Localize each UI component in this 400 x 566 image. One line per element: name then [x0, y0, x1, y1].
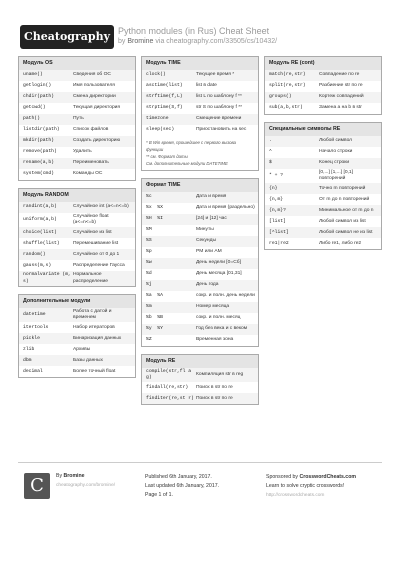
row-key: split(re,str) — [269, 83, 306, 89]
row-key: %w — [146, 260, 152, 266]
row-key: %y %Y — [146, 326, 163, 332]
note-line: ** см. Формат даты — [146, 154, 188, 159]
row-value: День года — [196, 282, 219, 288]
sponsor-link[interactable]: http://crosswordcheats.com — [266, 493, 325, 498]
table-row — [265, 81, 381, 92]
row-key: uname() — [23, 72, 43, 78]
section-box — [141, 178, 259, 347]
row-key: . — [269, 138, 272, 144]
table-row — [142, 258, 258, 269]
row-value: сокр. и полн. день недели — [196, 293, 255, 299]
table-row — [19, 271, 135, 285]
table-row — [19, 158, 135, 169]
row-key: %x %X — [146, 205, 163, 211]
table-row — [19, 147, 135, 158]
table-row — [19, 344, 135, 355]
row-value: list L по шаблону f ** — [196, 94, 242, 100]
byline — [118, 38, 277, 45]
sponsor-tagline: Learn to solve cryptic crosswords! — [266, 483, 345, 489]
sponsor-prefix: Sponsored by — [266, 474, 299, 480]
section-title: Формат TIME — [142, 179, 258, 192]
row-value: Сведения об ОС — [73, 72, 111, 78]
row-value: Минуты — [196, 227, 214, 233]
sponsor-line — [266, 473, 356, 482]
table-row — [19, 238, 135, 249]
section-rows — [142, 70, 258, 136]
row-key: remove(path) — [23, 149, 57, 155]
row-key: decimal — [23, 368, 43, 374]
table-row — [142, 368, 258, 382]
table-row — [265, 147, 381, 158]
table-row — [142, 382, 258, 393]
row-value: Перемешивание list — [73, 240, 119, 246]
table-row — [142, 393, 258, 404]
table-row — [265, 70, 381, 81]
row-value: Любой символ не из list — [319, 229, 373, 235]
row-key: {n,m} — [269, 196, 284, 202]
row-value: Совпадение по re — [319, 72, 360, 78]
table-row — [142, 192, 258, 203]
section-title: Модуль RE — [142, 355, 258, 368]
table-row — [265, 216, 381, 227]
row-key: clock() — [146, 72, 166, 78]
row-key: {n} — [269, 185, 278, 191]
row-value: Номер месяца — [196, 304, 230, 310]
section-title: Дополнительные модули — [19, 295, 135, 308]
author-avatar[interactable]: C — [24, 473, 50, 499]
row-key: %a %A — [146, 293, 163, 299]
row-key: strftime(f,L) — [146, 94, 183, 100]
page-title: Python modules (in Rus) Cheat Sheet — [118, 26, 270, 36]
row-key: re1|re2 — [269, 240, 289, 246]
table-row — [19, 202, 135, 213]
row-key: strptime(S,f) — [146, 105, 183, 111]
table-row — [19, 103, 135, 114]
section-box — [264, 122, 382, 250]
row-key: %Z — [146, 337, 152, 343]
table-row — [265, 183, 381, 194]
table-row — [265, 205, 381, 216]
row-value: Более точный float — [73, 368, 116, 374]
row-value: Переименовать — [73, 160, 109, 166]
section-box — [141, 354, 259, 405]
row-value: Текущее время * — [196, 72, 235, 78]
table-row — [19, 81, 135, 92]
table-row — [19, 92, 135, 103]
section-box — [141, 56, 259, 171]
row-value: Случайное float (a<=n<=b) — [73, 214, 109, 226]
table-row — [142, 125, 258, 136]
section-rows — [19, 308, 135, 377]
table-row — [19, 125, 135, 136]
table-row — [265, 238, 381, 249]
table-row — [142, 214, 258, 225]
row-value: Удалить — [73, 149, 92, 155]
column-2 — [141, 56, 259, 412]
row-value: сокр. и полн. месяц — [196, 315, 241, 321]
row-value: День месяца [01,31] — [196, 271, 242, 277]
row-value: Начало строки — [319, 149, 353, 155]
row-key: sub(a,b,str) — [269, 105, 303, 111]
row-value: Поиск в str по re — [196, 395, 233, 401]
section-rows — [142, 368, 258, 404]
row-value: Бинаризация данных — [73, 335, 122, 341]
author-link[interactable]: Bromine — [127, 38, 154, 45]
row-value: От m до n повторений — [319, 196, 370, 202]
section-rows — [142, 192, 258, 346]
row-key: ^ — [269, 149, 272, 155]
row-key: match(re,str) — [269, 72, 306, 78]
row-key: * + ? — [269, 173, 284, 179]
row-value: Точно m повторений — [319, 185, 366, 191]
row-key: %j — [146, 282, 152, 288]
row-key: listdir(path) — [23, 127, 60, 133]
publish-info — [145, 473, 219, 500]
row-key: getlogin() — [23, 83, 52, 89]
row-value: Замена a на b в str — [319, 105, 362, 111]
section-title: Модуль TIME — [142, 57, 258, 70]
row-value: PM или AM — [196, 249, 222, 255]
row-key: normalvariate (m,s) — [23, 272, 71, 284]
row-key: getcwd() — [23, 105, 46, 111]
row-key: chdir(path) — [23, 94, 54, 100]
table-row — [19, 260, 135, 271]
row-value: Либо re1, либо re2 — [319, 240, 362, 246]
table-row — [142, 291, 258, 302]
section-title: Модуль RE (cont) — [265, 57, 381, 70]
table-row — [265, 194, 381, 205]
column-3 — [264, 56, 382, 257]
cheatography-logo[interactable]: Cheatography — [20, 25, 114, 49]
row-key: path() — [23, 116, 40, 122]
row-key: timezone — [146, 116, 169, 122]
table-row — [19, 70, 135, 81]
section-rows — [19, 202, 135, 286]
row-key: compile(str,fl ag) — [146, 369, 192, 381]
footer-author — [56, 473, 85, 479]
row-value: Случайное int (a<=n<=b) — [73, 204, 129, 210]
row-value: Создать директорию — [73, 138, 121, 144]
row-value: Поиск в str по re — [196, 384, 233, 390]
row-value: Год без века и с веком — [196, 326, 248, 332]
row-value: Кортеж совпадений — [319, 94, 364, 100]
table-row — [265, 103, 381, 114]
row-value: Конец строки — [319, 160, 350, 166]
row-key: %b %B — [146, 315, 163, 321]
row-value: Дата и время (раздельно) — [196, 205, 255, 211]
byline-via: via — [155, 38, 165, 45]
note-line: * В Win время, прошедшее с первого вызова функции — [146, 140, 237, 152]
row-key: %p — [146, 249, 152, 255]
table-row — [142, 280, 258, 291]
table-row — [19, 249, 135, 260]
column-1 — [18, 56, 136, 385]
row-key: pickle — [23, 335, 40, 341]
row-key: %H %I — [146, 216, 163, 222]
row-key: {n,m}? — [269, 207, 286, 213]
row-value: Список файлов — [73, 127, 109, 133]
row-key: finditer(re,st r) — [146, 395, 194, 401]
row-value: Дата и время — [196, 194, 227, 200]
table-row — [19, 322, 135, 333]
row-key: randint(a,b) — [23, 204, 57, 210]
row-value: Временная зона — [196, 337, 234, 343]
row-value: Архивы — [73, 346, 91, 352]
row-value: Работа с датой и временем — [73, 308, 112, 321]
table-row — [19, 366, 135, 377]
row-value: Секунды — [196, 238, 216, 244]
row-value: [24] и [12] час — [196, 216, 227, 222]
section-box — [18, 294, 136, 378]
row-value: Минимальное от m до n — [319, 207, 374, 213]
section-box — [18, 56, 136, 181]
row-key: sleep(sec) — [146, 127, 175, 133]
table-row — [142, 70, 258, 81]
row-value: str S по шаблону f ** — [196, 105, 243, 111]
table-row — [142, 335, 258, 346]
row-value: Имя пользователя — [73, 83, 115, 89]
table-row — [142, 247, 258, 258]
table-row — [142, 81, 258, 92]
row-value: Смена директории — [73, 94, 116, 100]
header — [0, 0, 400, 56]
row-key: system(cmd) — [23, 171, 54, 177]
row-key: [list] — [269, 218, 286, 224]
table-row — [265, 169, 381, 183]
row-key: %M — [146, 227, 152, 233]
row-value: Случайное из list — [73, 229, 112, 235]
row-key: uniform(a,b) — [23, 217, 57, 223]
section-title: Специальные символы RE — [265, 123, 381, 136]
row-value: Команды ОС — [73, 171, 103, 177]
row-value: Случайное от 0 до 1 — [73, 251, 120, 257]
row-value: Любой символ из list — [319, 218, 366, 224]
table-row — [142, 103, 258, 114]
row-value: Компиляция str в reg — [196, 372, 244, 378]
section-notes — [142, 136, 258, 170]
footer-author-link[interactable]: cheatography.com/bromine/ — [56, 483, 116, 488]
byline-by: by — [118, 38, 126, 45]
table-row — [19, 333, 135, 344]
table-row — [19, 136, 135, 147]
row-value: Текущая директория — [73, 105, 121, 111]
table-row — [19, 355, 135, 366]
table-row — [142, 225, 258, 236]
row-value: Приостановить на sec — [196, 127, 247, 133]
row-key: choice(list) — [23, 229, 57, 235]
row-value: list в date — [196, 83, 217, 89]
table-row — [265, 227, 381, 238]
table-row — [142, 302, 258, 313]
table-row — [19, 308, 135, 322]
table-row — [19, 213, 135, 227]
section-rows — [265, 136, 381, 249]
table-row — [265, 92, 381, 103]
page-number: Page 1 of 1. — [145, 492, 173, 498]
row-key: findall(re,str) — [146, 384, 189, 390]
table-row — [19, 227, 135, 238]
row-value: [0,...] [1,...] [0,1] повторений — [319, 170, 353, 182]
row-value: День недели [0=Сб] — [196, 260, 241, 266]
published-date: Published 6th January, 2017. — [145, 474, 212, 480]
row-key: dbm — [23, 357, 32, 363]
table-row — [142, 236, 258, 247]
row-value: Нормальное распределение — [73, 272, 109, 284]
table-row — [142, 269, 258, 280]
footer-author-name[interactable]: Bromine — [63, 473, 85, 479]
row-key: itertools — [23, 324, 49, 330]
row-key: rename(a,b) — [23, 160, 54, 166]
table-row — [142, 203, 258, 214]
note-line: См. дополнительные модули DATETIME — [146, 161, 228, 166]
footer-by-label: By — [56, 473, 63, 479]
row-value: Разбиение str по re — [319, 83, 363, 89]
sponsor-name[interactable]: CrosswordCheats.com — [299, 474, 356, 480]
row-value: Распределение Гаусса — [73, 262, 125, 268]
table-row — [142, 114, 258, 125]
table-row — [142, 313, 258, 324]
section-box — [18, 188, 136, 287]
row-value: Набор итераторов — [73, 324, 115, 330]
row-key: %m — [146, 304, 152, 310]
table-row — [265, 158, 381, 169]
sponsor-info — [266, 473, 356, 500]
row-key: [^list] — [269, 229, 289, 235]
row-key: %c — [146, 194, 152, 200]
row-value: Любой символ — [319, 138, 353, 144]
footer — [18, 462, 382, 532]
section-title: Модуль RANDOM — [19, 189, 135, 202]
row-key: %S — [146, 238, 152, 244]
row-key: random() — [23, 251, 46, 257]
table-row — [265, 136, 381, 147]
row-key: gauss(m,s) — [23, 262, 52, 268]
row-key: datetime — [23, 311, 46, 317]
table-row — [142, 92, 258, 103]
section-title: Модуль OS — [19, 57, 135, 70]
row-key: shuffle(list) — [23, 240, 60, 246]
row-value: Путь — [73, 116, 84, 122]
row-value: Базы данных — [73, 357, 103, 363]
row-key: %d — [146, 271, 152, 277]
section-rows — [265, 70, 381, 114]
row-value: Смещение времени — [196, 116, 242, 122]
row-key: groups() — [269, 94, 292, 100]
table-row — [19, 114, 135, 125]
table-row — [142, 324, 258, 335]
row-key: $ — [269, 160, 272, 166]
row-key: zlib — [23, 346, 35, 352]
section-rows — [19, 70, 135, 180]
row-key: mkdir(path) — [23, 138, 54, 144]
updated-date: Last updated 6th January, 2017. — [145, 483, 220, 489]
sheet-url-link[interactable]: cheatography.com/33505/cs/10432/ — [166, 38, 278, 45]
table-row — [19, 169, 135, 180]
row-key: asctime(list) — [146, 83, 183, 89]
section-box — [264, 56, 382, 115]
